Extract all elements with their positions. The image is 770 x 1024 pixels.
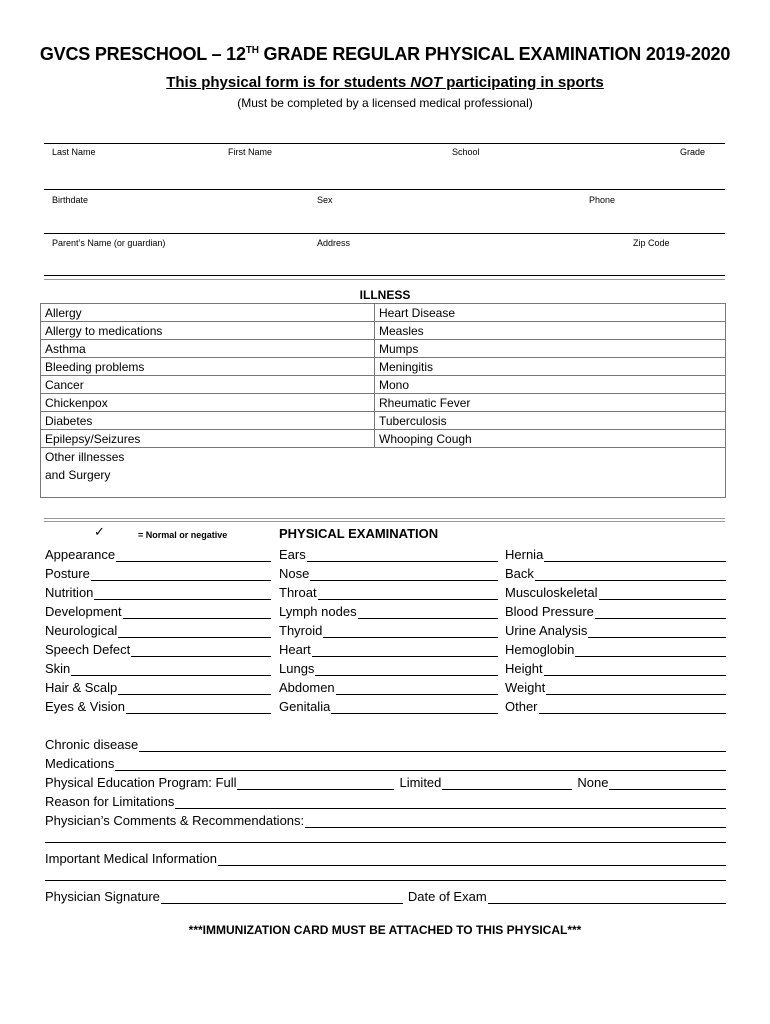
exam-field-line[interactable] [312,643,498,657]
birthdate-field-line[interactable] [44,233,725,234]
exam-field-hemoglobin[interactable] [505,638,726,657]
exam-field-label: Lymph nodes [279,604,357,619]
parent-name-label: Parent’s Name (or guardian) [52,238,166,248]
exam-field-line[interactable] [71,662,271,676]
exam-field-height[interactable] [505,657,726,676]
exam-field-label: Blood Pressure [505,604,594,619]
section-divider [44,279,725,280]
exam-field-label: Throat [279,585,317,600]
exam-field-speech-defect[interactable] [45,638,271,657]
exam-field-line[interactable] [331,700,498,714]
zip-code-label: Zip Code [633,238,670,248]
exam-field-ears[interactable] [279,543,498,562]
exam-field-line[interactable] [126,700,271,714]
sex-label: Sex [317,195,333,205]
exam-field-urine-analysis[interactable] [505,619,726,638]
exam-field-heart[interactable] [279,638,498,657]
school-label: School [452,147,480,157]
exam-field-abdomen[interactable] [279,676,498,695]
exam-field-line[interactable] [546,681,726,695]
exam-field-label: Heart [279,642,311,657]
exam-field-posture[interactable] [45,562,271,581]
exam-field-label: Eyes & Vision [45,699,125,714]
exam-field-line[interactable] [535,567,726,581]
exam-field-line[interactable] [575,643,726,657]
exam-field-line[interactable] [358,605,498,619]
exam-field-weight[interactable] [505,676,726,695]
exam-field-thyroid[interactable] [279,619,498,638]
parent-field-line[interactable] [44,275,725,276]
exam-field-line[interactable] [318,586,498,600]
pe-program-field[interactable]: Physical Education Program: Full Limited None [45,771,726,790]
exam-field-line[interactable] [91,567,271,581]
exam-field-line[interactable] [336,681,498,695]
exam-field-label: Back [505,566,534,581]
illness-tuberculosis[interactable]: Tuberculosis [375,412,725,430]
illness-whooping-cough[interactable]: Whooping Cough [375,430,725,448]
illness-other[interactable]: Other illnesses and Surgery [45,450,125,482]
illness-mumps[interactable]: Mumps [375,340,725,358]
exam-field-throat[interactable] [279,581,498,600]
exam-field-genitalia[interactable] [279,695,498,714]
exam-field-line[interactable] [118,681,271,695]
exam-field-line[interactable] [307,548,498,562]
exam-field-line[interactable] [315,662,498,676]
exam-field-nose[interactable] [279,562,498,581]
illness-allergy-medications[interactable]: Allergy to medications [41,322,375,340]
illness-allergy[interactable]: Allergy [41,304,375,322]
illness-heading: ILLNESS [359,288,411,302]
exam-field-neurological[interactable] [45,619,271,638]
exam-field-line[interactable] [544,662,726,676]
exam-divider-2 [44,521,725,522]
exam-field-label: Height [505,661,543,676]
first-name-label: First Name [228,147,273,157]
exam-field-lymph-nodes[interactable] [279,600,498,619]
exam-heading: PHYSICAL EXAMINATION [279,526,439,541]
comments-extra-line[interactable] [45,842,726,843]
exam-field-label: Speech Defect [45,642,131,657]
name-field-line[interactable] [44,189,725,190]
illness-epilepsy[interactable]: Epilepsy/Seizures [41,430,375,448]
exam-divider-1 [44,518,725,519]
exam-field-line[interactable] [116,548,271,562]
exam-field-back[interactable] [505,562,726,581]
exam-field-label: Skin [45,661,71,676]
illness-cancer[interactable]: Cancer [41,376,375,394]
exam-field-line[interactable] [544,548,726,562]
exam-field-line[interactable] [94,586,271,600]
exam-field-other[interactable] [505,695,726,714]
exam-field-label: Abdomen [279,680,335,695]
exam-field-label: Ears [279,547,306,562]
medications-field[interactable]: Medications [45,752,726,771]
exam-field-line[interactable] [595,605,726,619]
exam-field-label: Weight [505,680,546,695]
immunization-notice: ***IMMUNIZATION CARD MUST BE ATTACHED TO THIS PHYSICAL*** [188,923,582,937]
important-extra-line[interactable] [45,880,726,881]
last-name-label: Last Name [52,147,96,157]
exam-field-line[interactable] [588,624,726,638]
form-subtitle: This physical form is for students NOT participating in sports [166,74,604,91]
illness-measles[interactable]: Measles [375,322,725,340]
birthdate-label: Birthdate [52,195,89,205]
grade-label: Grade [680,147,706,157]
exam-field-label: Appearance [45,547,116,562]
exam-field-line[interactable] [118,624,271,638]
illness-rheumatic-fever[interactable]: Rheumatic Fever [375,394,725,412]
exam-field-label: Thyroid [279,623,323,638]
illness-chickenpox[interactable]: Chickenpox [41,394,375,412]
exam-field-eyes-vision[interactable] [45,695,271,714]
exam-field-line[interactable] [599,586,727,600]
reason-limitations-field[interactable]: Reason for Limitations [45,790,726,809]
exam-field-label: Lungs [279,661,315,676]
exam-field-label: Other [505,699,538,714]
exam-field-label: Posture [45,566,90,581]
exam-field-appearance[interactable] [45,543,271,562]
exam-field-label: Development [45,604,122,619]
physician-comments-field[interactable]: Physician’s Comments & Recommendations: [45,809,726,828]
exam-field-label: Genitalia [279,699,331,714]
exam-field-line[interactable] [131,643,271,657]
exam-field-label: Urine Analysis [505,623,588,638]
exam-field-hernia[interactable] [505,543,726,562]
illness-asthma[interactable]: Asthma [41,340,375,358]
exam-field-label: Musculoskeletal [505,585,598,600]
exam-field-label: Hair & Scalp [45,680,118,695]
legend-normal: = Normal or negative [138,530,228,540]
signature-row[interactable]: Physician Signature Date of Exam [45,885,726,904]
info-divider-top [44,143,725,144]
phone-label: Phone [589,195,616,205]
form-note: (Must be completed by a licensed medical professional) [237,96,533,110]
exam-field-blood-pressure[interactable] [505,600,726,619]
exam-field-line[interactable] [310,567,498,581]
illness-bleeding[interactable]: Bleeding problems [41,358,375,376]
checkmark-icon: ✓ [94,524,105,539]
exam-field-line[interactable] [123,605,271,619]
exam-field-line[interactable] [323,624,498,638]
exam-field-hair-scalp[interactable] [45,676,271,695]
exam-field-label: Hernia [505,547,544,562]
illness-meningitis[interactable]: Meningitis [375,358,725,376]
exam-field-musculoskeletal[interactable] [505,581,726,600]
exam-field-lungs[interactable] [279,657,498,676]
exam-field-label: Nose [279,566,310,581]
important-info-field[interactable]: Important Medical Information [45,847,726,866]
illness-heart-disease[interactable]: Heart Disease [375,304,725,322]
chronic-disease-field[interactable]: Chronic disease [45,733,726,752]
illness-table [40,303,726,498]
exam-field-line[interactable] [539,700,726,714]
illness-mono[interactable]: Mono [375,376,725,394]
exam-field-development[interactable] [45,600,271,619]
exam-field-nutrition[interactable] [45,581,271,600]
exam-field-label: Nutrition [45,585,94,600]
exam-field-skin[interactable] [45,657,271,676]
exam-field-label: Neurological [45,623,118,638]
illness-diabetes[interactable]: Diabetes [41,412,375,430]
exam-field-label: Hemoglobin [505,642,575,657]
form-title: GVCS PRESCHOOL – 12TH GRADE REGULAR PHYSICAL EXAMINATION 2019-2020 [39,44,731,64]
address-label: Address [317,238,351,248]
